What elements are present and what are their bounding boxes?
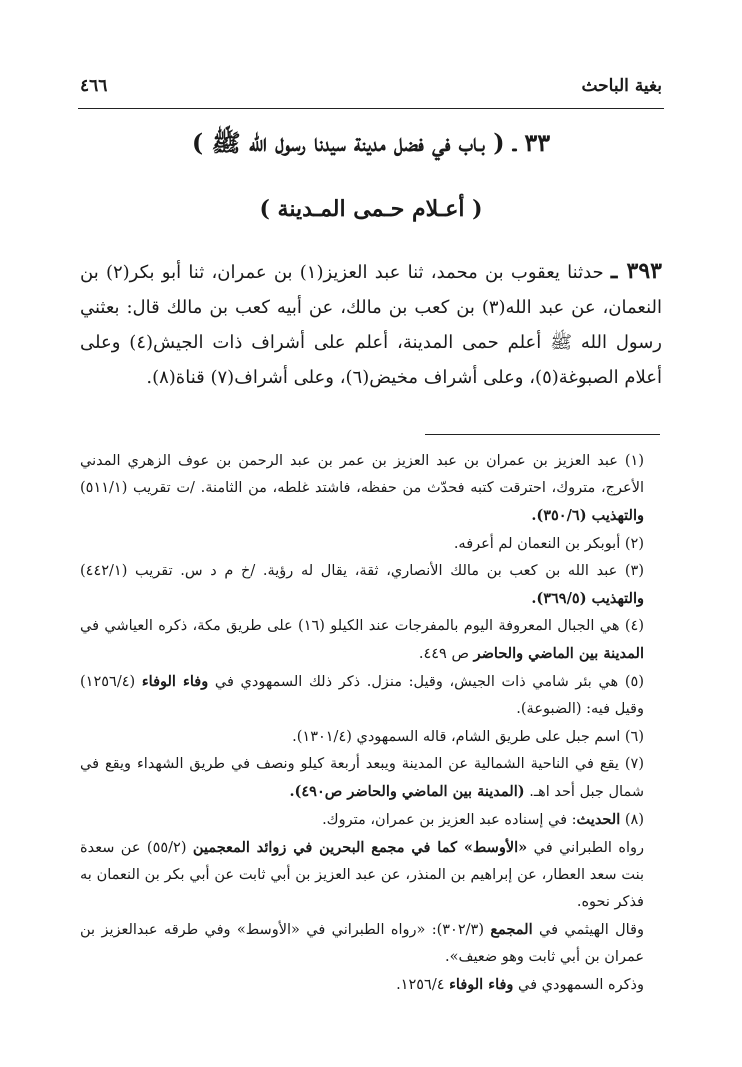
hadith-number: ٣٩٣ ـ xyxy=(610,258,662,284)
hadith-text: حدثنا يعقوب بن محمد، ثنا عبد العزيز(١) بن عمران، ثنا أبو بكر(٢) بن النعمان، عن عبد الله(٣) بن كعب بن مالك، عن أبيه كعب بن مالك قال: بعثني رسول الله ﷺ أعلم حمى المدينة، أعلم على أشراف ذات الجيش(٤) وعلى أعلام الصبوغة(٥)، وعلى أشراف مخيض(٦)، وعلى أشراف(٧) قناة(٨). xyxy=(80,262,662,388)
commentary-3: وذكره السمهودي في وفاء الوفاء ١٢٥٦/٤. xyxy=(396,976,644,993)
running-title: بغية الباحث xyxy=(581,76,662,96)
footnote-8: (٨) الحديث: في إسناده عبد العزيز بن عمران، متروك. xyxy=(322,811,644,828)
page-number: ٤٦٦ xyxy=(80,76,108,96)
footnote-rule xyxy=(425,434,660,435)
footnote-4: (٤) هي الجبال المعروفة اليوم بالمفرجات عند الكيلو (١٦) على طريق مكة، ذكره العياشي في المدينة بين الماضي والحاضر ص ٤٤٩. xyxy=(80,618,644,662)
header-rule xyxy=(78,108,664,109)
section-subtitle: ( أعـلام حـمى المـدينة ) xyxy=(259,196,483,222)
chapter-title: ٣٣ ـ ( بـاب في فضل مدينة سيدنا رسول الله ﷺ ) xyxy=(191,128,551,157)
hadith-paragraph xyxy=(80,254,662,395)
commentary-1: رواه الطبراني في «الأوسط» كما في مجمع البحرين في زوائد المعجمين (٥٥/٢) عن سعدة بنت سعد العطار، عن إبراهيم بن المنذر، عن عبد العزيز بن أبي ثابت عن أبي بكر بن النعمان به فذكر نحوه. xyxy=(80,839,644,910)
footnote-2: (٢) أبوبكر بن النعمان لم أعرفه. xyxy=(453,536,644,552)
footnote-3: (٣) عبد الله بن كعب بن مالك الأنصاري، ثقة، يقال له رؤية. /خ م د س. تقريب (٤٤٢/١) والتهذيب (٣٦٩/٥). xyxy=(80,563,644,607)
footnote-7: (٧) يقع في الناحية الشمالية عن المدينة ويبعد أربعة كيلو ونصف في طريق الشهداء ويقع في شمال جبل أحد اهـ. (المدينة بين الماضي والحاضر ص٤٩٠). xyxy=(80,756,644,800)
hadith-body xyxy=(80,254,662,395)
commentary-2: وقال الهيثمي في المجمع (٣٠٢/٣): «رواه الطبراني في «الأوسط» وفي طرقه عبدالعزيز بن عمران بن أبي ثابت وهو ضعيف». xyxy=(80,921,644,965)
footnotes-section xyxy=(80,448,662,999)
footnote-5: (٥) هي بئر شامي ذات الجيش، وقيل: منزل. ذكر ذلك السمهودي في وفاء الوفاء (١٢٥٦/٤) وقيل فيه: (الضبوعة). xyxy=(80,673,644,717)
footnote-1: (١) عبد العزيز بن عمران بن عبد العزيز بن عمر بن عبد الرحمن بن عوف الزهري المدني الأعرج، متروك، احترقت كتبه فحدّث من حفظه، فاشتد غلطه، من الثامنة. /ت تقريب (٥١١/١) والتهذيب (٣٥٠/٦). xyxy=(80,453,644,524)
page-header xyxy=(80,72,662,102)
footnote-6: (٦) اسم جبل على طريق الشام، قاله السمهودي (١٣٠١/٤). xyxy=(292,729,644,745)
